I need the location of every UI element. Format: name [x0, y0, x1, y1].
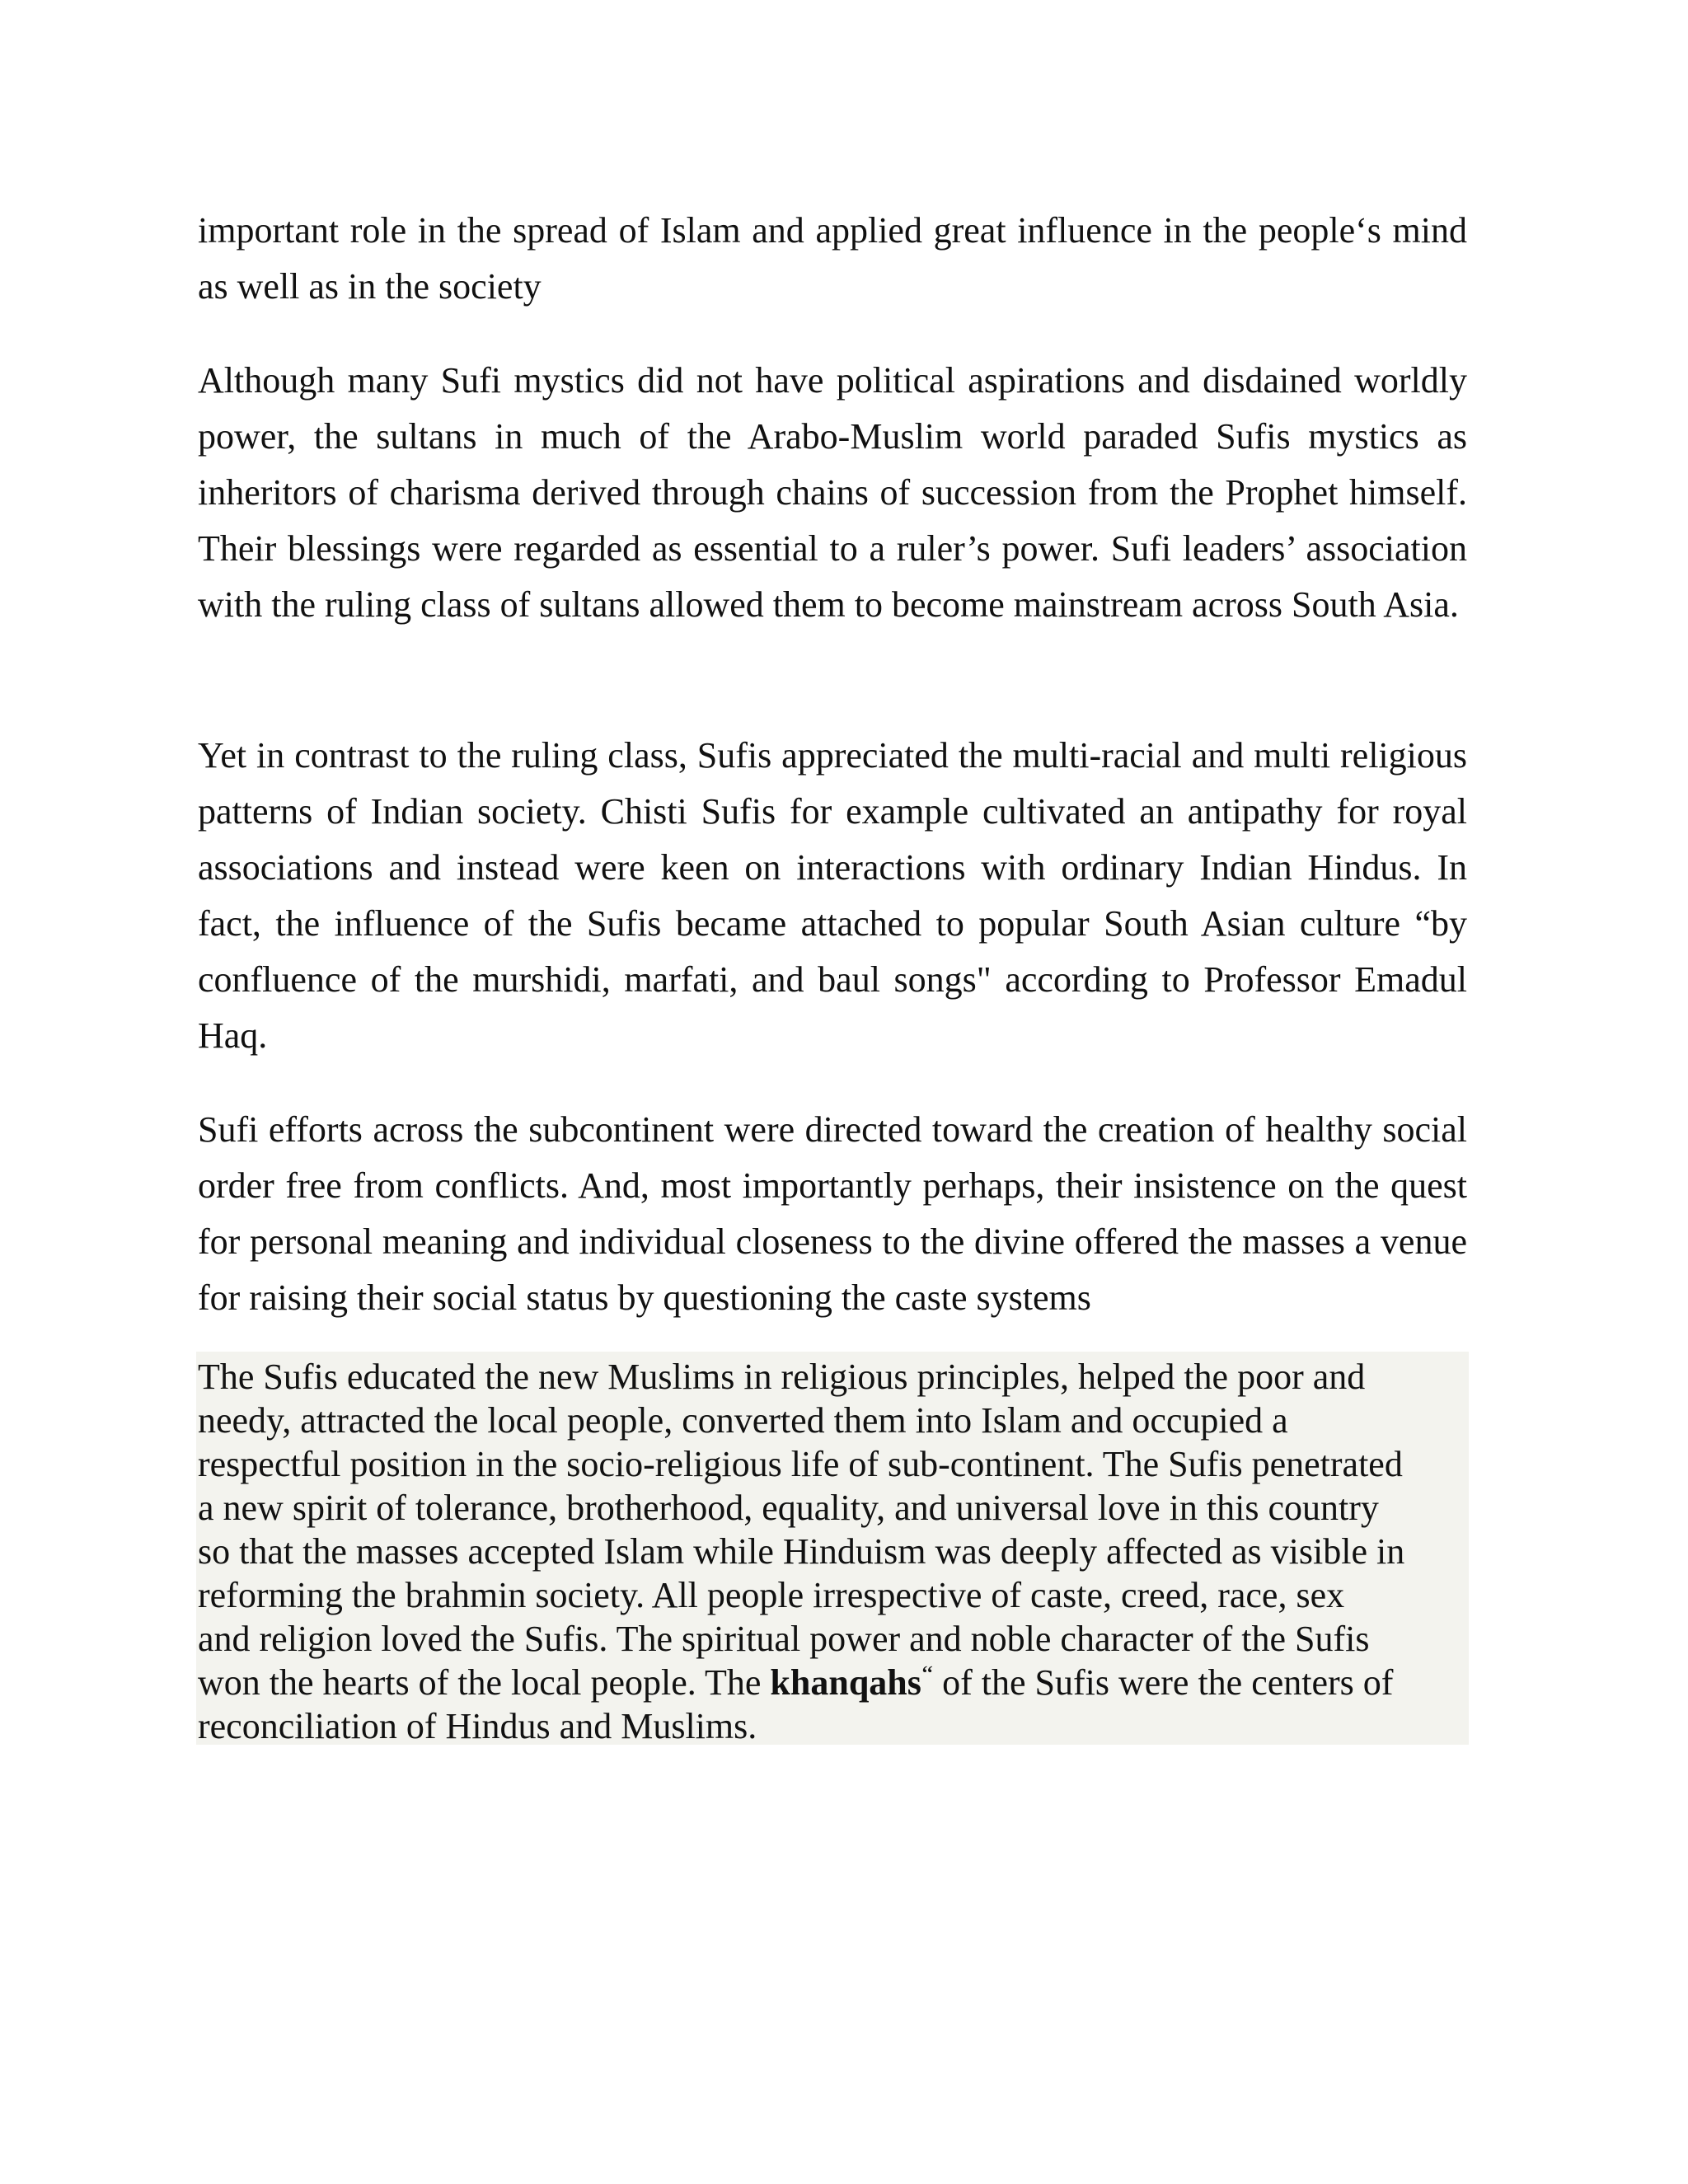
paragraph-3: Yet in contrast to the ruling class, Sufis appreciated the multi-racial and multi religious patterns of Indian society. Chisti Sufis for example cultivated an antipathy for royal associations and instead were keen on interactions with ordinary Indian Hindus. In fact, the influence of the Sufis became attached to popular South Asian culture “by confluence of the murshidi, marfati, and baul songs" according to Professor Emadul Haq. — [198, 735, 1467, 1056]
highlighted-quote-block — [196, 1352, 1469, 1745]
paragraph-4: Sufi efforts across the subcontinent were directed toward the creation of healthy social order free from conflicts. And, most importantly perhaps, their insistence on the quest for personal meaning and individual closeness to the divine offered the masses a venue for raising their social status by questioning the caste systems — [198, 1109, 1467, 1318]
quote-text-after: of the Sufis were the centers of reconciliation of Hindus and Muslims. — [198, 1662, 1394, 1746]
quote-text-before: The Sufis educated the new Muslims in religious principles, helped the poor and needy, attracted the local people, converted them into Islam and occupied a respectful position in the socio-religious life of sub-continent. The Sufis penetrated a new spirit of tolerance, brotherhood, equality, and universal love in this country so that the masses accepted Islam while Hinduism was deeply affected as visible in reforming the brahmin society. All people irrespective of caste, creed, race, sex and religion loved the Sufis. The spiritual power and noble character of the Sufis won the hearts of the local people. The — [198, 1357, 1405, 1703]
paragraph-2: Although many Sufi mystics did not have political aspirations and disdained worldly power, the sultans in much of the Arabo-Muslim world paraded Sufis mystics as inheritors of charisma derived through chains of succession from the Prophet himself. Their blessings were regarded as essential to a ruler’s power. Sufi leaders’ association with the ruling class of sultans allowed them to become mainstream across South Asia. — [198, 360, 1467, 625]
superscript-mark: ‘‘ — [921, 1663, 934, 1685]
quote-text — [198, 1355, 1470, 1748]
bold-term-khanqahs: khanqahs — [770, 1662, 921, 1703]
paragraph-1: important role in the spread of Islam and applied great influence in the people‘s mind as well as in the society — [198, 210, 1467, 307]
